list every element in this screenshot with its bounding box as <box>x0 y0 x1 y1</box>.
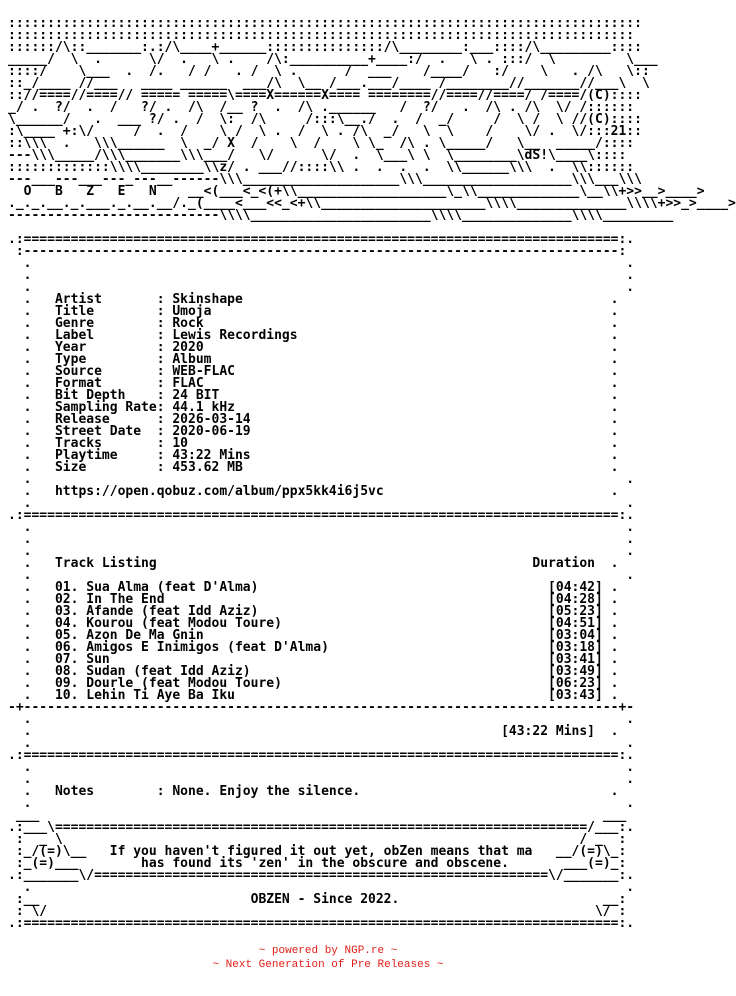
ngp-tagline: ~ Next Generation of Pre Releases ~ <box>212 959 444 971</box>
nfo-text: ::::::::::::::::::::::::::::::::::::::::::::::::::::::::::::::::::::::::::::::::: :::::::::::::::::::::::::::::::::::::::::::::::::::::::::::::::::::::::::::::::: ::::::/\::_______:.:/\____+______:::::::::::::::/\________:___::::/\_________:::: _____/ \ . \/ . \ . /\:__________+____:/ . \ . :::/ \ \___ ::::/ \___ . /. / / . / \ . / ___ /____/ :/ \ . /\ \:: ::_/____ //___ ____ ______ ___/\ \__ /___.___/____ /________//_______//___\ \ :://====//====// ===== =====\====X======X==== ========//====//====/ /====/(C):::: _/ . ?/ . / ?/ . /\ /__ ? . /\ .______ / ?/ . /\ . /\ \/ /:::::: \______/ . ___ ?/ . / \: /\ /:::\__./ . / _/ / \ / \ //(C):::: :\____ +:\/ / . / \ / \ . / \ . /\ _/ \ \ / \/ . \/:::21:: ::\\\ . \\\______ \ _/ X / \ / \ \_ /\ . \_____/ \__ _____/:::: ---\\\_____/\\\_______\\\___/ \/ \/ . \___\ \ \________\dS!\____\:::: :::::::::::::\\\\________\\z/ . ___//::::\\ . . . . \\______\\\ . \\:::::: ---___---___---_---__------\\\____________________\\\___________________\\\___\\\ O B Z E N __<(___<_<(+\\___________________\_\\_____________\__\\+>>__>____> ._._.__._.___._.__.__/._(____<___<<_<+\\_____________________\\\\______________\\\\+>>_>____> ---------------------------\\\\_______________________\\\\______________\\\\_________ .:============================================================================:. :----------------------------------------------------------------------------: . . . . . . . Artist : Skinshape . . Title : Umoja . . Genre : Rock . . Label : Lewis Recordings . . Year : 2020 . . Type : Album . . Source : WEB-FLAC . . Format : FLAC . . Bit Depth : 24 BIT . . Sampling Rate: 44.1 kHz . . Release : 2026-03-14 . . Street Date : 2020-06-19 . . Tracks : 10 . . Playtime : 43:22 Mins . . Size : 453.62 MB . . . . https://open.qobuz.com/album/ppx5kk4i6j5vc . . . .:============================================================================:. . . . . . . . Track Listing Duration . . . . 01. Sua Alma (feat D'Alma) [04:42] . . 02. In The End [04:28] . . 03. Afande (feat Idd Aziz) [05:23] . . 04. Kourou (feat Modou Toure) [04:51] . . 05. Azon De Ma Gnin [03:04] . . 06. Amigos E Inimigos (feat D'Alma) [03:18] . . 07. Sun [03:41] . . 08. Sudan (feat Idd Aziz) [03:49] . . 09. Dourle (feat Modou Toure) [06:23] . . 10. Lehin Ti Aye Ba Iku [03:43] . -+----------------------------------------------------------------------------+- . . . [43:22 Mins] . . . .:============================================================================:. . . . . . Notes : None. Enjoy the silence. . . . ___ ___ .:___\====================================================================/___:. : _ \ / _ : :_/(=)\__ If you haven't figured it out yet, obZen means that ma __/(=)\_: :_(=)___ has found its 'zen' in the obscure and obscene. ___(=)_: .:_______\/==========================================================\/_______:. . . :__ OBZEN - Since 2022. __: : \/ \/ : .:============================================================================:. <box>8 16 736 931</box>
powered-by-line: ~ powered by NGP.re ~ <box>258 945 398 957</box>
